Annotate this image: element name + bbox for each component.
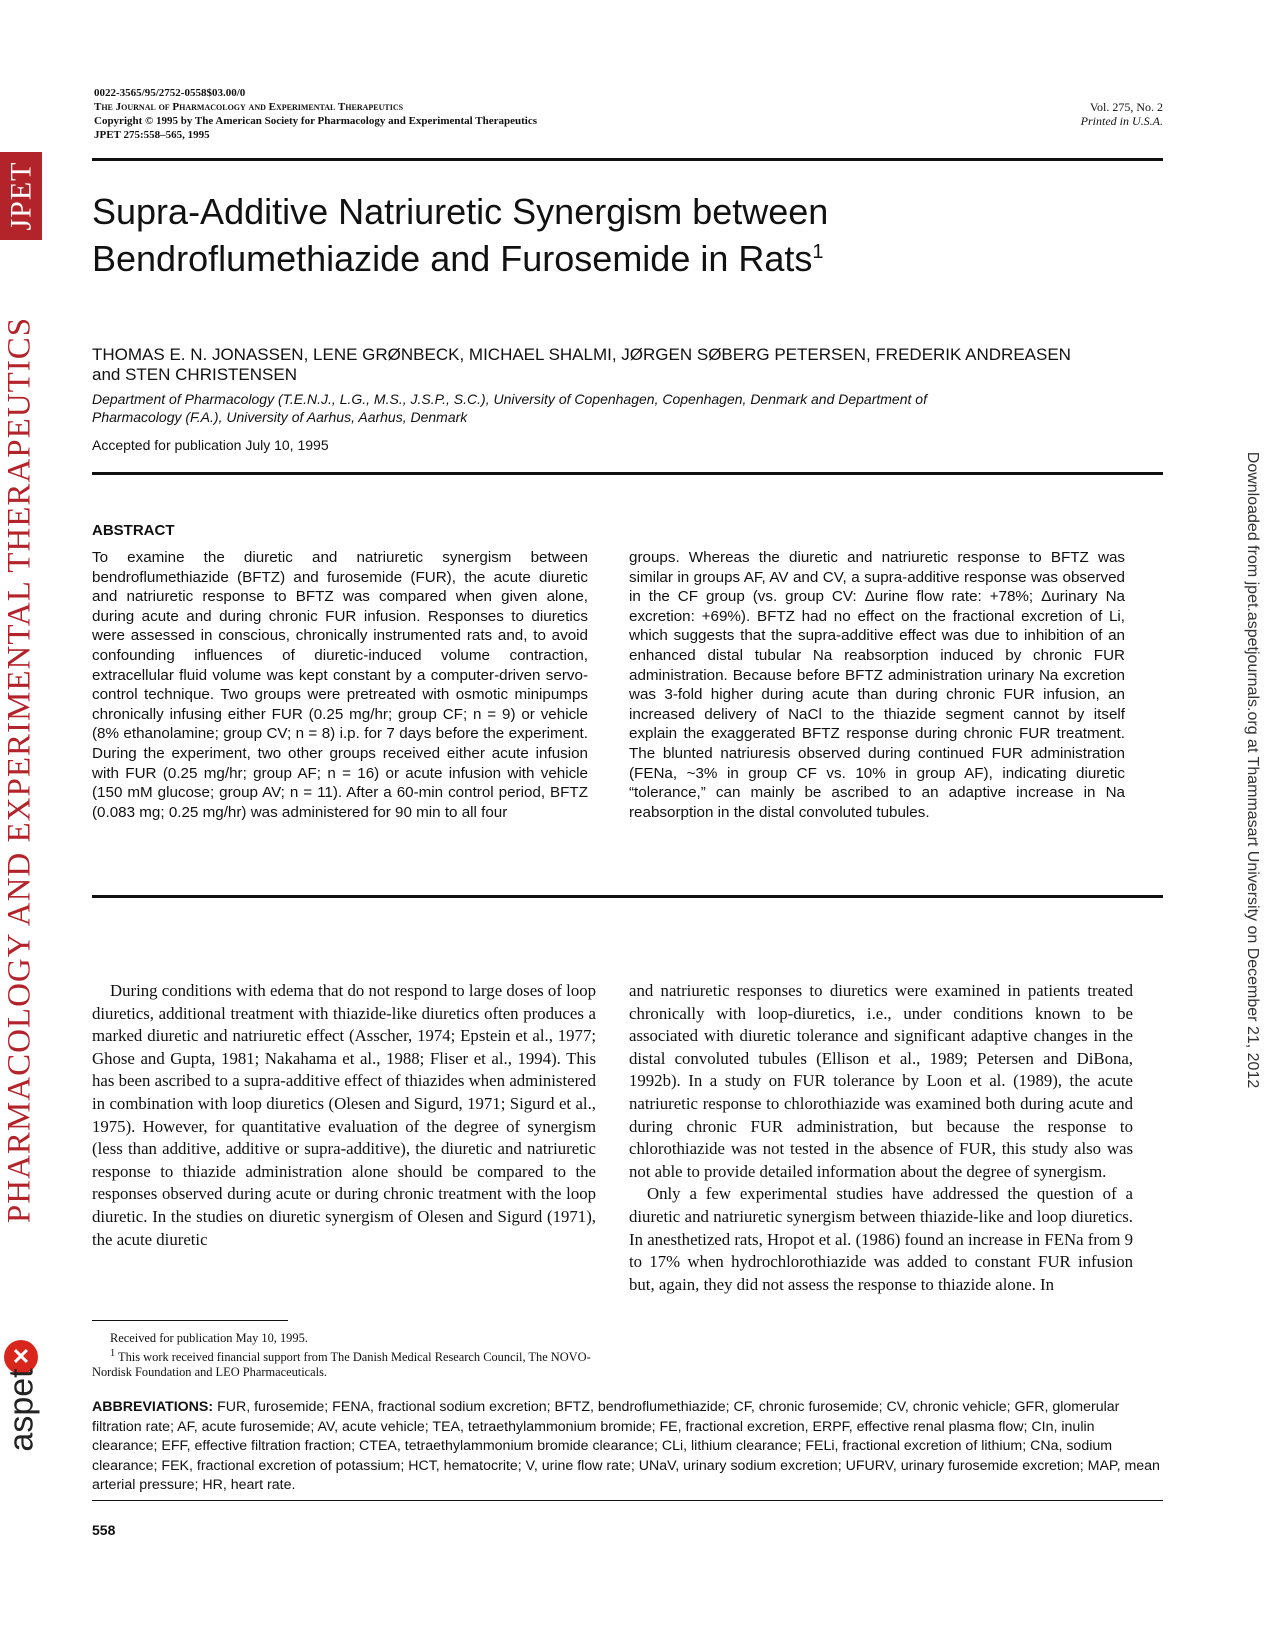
affiliation: Department of Pharmacology (T.E.N.J., L.G., M.S., J.S.P., S.C.), University of Copenhagen, Copenhagen, Denmark and Department of Pharmacology (F.A.), University of Aarhus, Aarhus, Denmark [92, 391, 927, 425]
page-title [92, 192, 1092, 279]
journal-header [94, 86, 537, 142]
abbreviations-text: FUR, furosemide; FENA, fractional sodium excretion; BFTZ, bendroflumethiazide; CF, chronic furosemide; CV, chronic vehicle; GFR, glomerular filtration rate; AF, acute furosemide; AV, acute vehicle; TEA, tetraethylammonium bromide; FE, fractional excretion, ERPF, effective renal plasma flow; CIn, inulin clearance; EFF, effective filtration fraction; CTEA, tetraethylammonium bromide clearance; CLi, lithium clearance; FELi, fractional excretion of lithium; CNa, sodium clearance; FEK, fractional excretion of potassium; HCT, hematocrite; V, urine flow rate; UNaV, urinary sodium excretion; UFURV, urinary furosemide excretion; MAP, mean arterial pressure; HR, heart rate. [92, 1399, 1160, 1494]
abbreviations-label: ABBREVIATIONS: [92, 1399, 214, 1415]
aspet-logo-icon: ✕ [4, 1340, 38, 1374]
volume-number: Vol. 275, No. 2 [1089, 100, 1163, 114]
abbreviations-rule [92, 1500, 1163, 1501]
page-number: 558 [92, 1522, 116, 1538]
download-note: Downloaded from jpet.aspetjournals.org at Thammasart University on December 21, 2012 [1244, 451, 1261, 1089]
header-copyright: Copyright © 1995 by The American Society for Pharmacology and Experimental Therapeutics [94, 115, 538, 127]
abstract-right-column: groups. Whereas the diuretic and natriuretic response to BFTZ was similar in groups AF, AV and CV, a supra-additive response was observed in the CF group (vs. group CV: Δurine flow rate: +78%; Δurinary Na excretion: +69%). BFTZ had no effect on the fractional excretion of Li, which suggests that the supra-additive effect was due to inhibition of an enhanced distal tubular Na reabsorption induced by chronic FUR administration. Because before BFTZ administration urinary Na excretion was 3-fold higher during acute than during chronic FUR infusion, an increased delivery of NaCl to the thiazide segment cannot by itself explain the exaggerated BFTZ response during chronic FUR treatment. The blunted natriuresis observed during continued FUR administration (FENa, ~3% in group CF vs. 10% in group AF), indicating diuretic “tolerance,” can mainly be ascribed to an adaptive increase in Na reabsorption in the distal convoluted tubules. [629, 549, 1125, 821]
abstract-top-rule [92, 472, 1163, 475]
funding-text: This work received financial support from The Danish Medical Research Council, The NOVO-Nordisk Foundation and LEO Pharmaceuticals. [92, 1350, 591, 1380]
jpet-badge-label: JPET [4, 161, 38, 231]
accepted-date: Accepted for publication July 10, 1995 [92, 437, 329, 453]
printed-location: Printed in U.S.A. [1080, 114, 1163, 128]
body-right-column [629, 980, 1133, 1296]
header-citation: JPET 275:558–565, 1995 [94, 129, 210, 141]
abstract-heading: ABSTRACT [92, 522, 175, 539]
received-date: Received for publication May 10, 1995. [110, 1331, 308, 1345]
body-paragraph: During conditions with edema that do not respond to large doses of loop diuretics, additional treatment with thiazide-like diuretics often produces a marked diuretic and natriuretic effect (Asscher, 1974; Epstein et al., 1977; Ghose and Gupta, 1981; Nakahama et al., 1988; Fliser et al., 1994). This has been ascribed to a supra-additive effect of thiazides when administered in combination with loop diuretics (Olesen and Sigurd, 1971; Sigurd et al., 1975). However, for quantitative evaluation of the degree of synergism (less than additive, additive or supra-additive), the diuretic and natriuretic response to thiazide administration alone should be compared to the responses observed during acute or during chronic treatment with the loop diuretic. In the studies on diuretic synergism of Olesen and Sigurd (1971), the acute diuretic [92, 981, 596, 1249]
abstract-bottom-rule [92, 895, 1163, 898]
body-left-column [92, 980, 596, 1251]
abbreviations [92, 1398, 1163, 1496]
title-footnote-mark: 1 [812, 241, 824, 263]
footnotes [92, 1331, 602, 1380]
volume-info [1081, 100, 1163, 128]
title-text: Supra-Additive Natriuretic Synergism between Bendroflumethiazide and Furosemide in Rats [92, 191, 829, 279]
header-rule [92, 158, 1163, 161]
abstract-left-column: To examine the diuretic and natriuretic synergism between bendroflumethiazide (BFTZ) and furosemide (FUR), the acute diuretic and natriuretic response to BFTZ was compared when given alone, during acute and during chronic FUR infusion. Responses to diuretics were assessed in conscious, chronically instrumented rats and, to avoid confounding influences of diuretic-induced volume contraction, extracellular fluid volume was kept constant by a computer-driven servo-control technique. Two groups were pretreated with osmotic minipumps chronically infusing either FUR (0.25 mg/hr; group CF; n = 9) or vehicle (8% ethanolamine; group CV; n = 8) i.p. for 7 days before the experiment. During the experiment, two other groups received either acute infusion with FUR (0.25 mg/hr; group AF; n = 16) or acute infusion with vehicle (150 mM glucose; group AV; n = 11). After a 60-min control period, BFTZ (0.083 mg; 0.25 mg/hr) was administered for 90 min to all four [92, 549, 588, 821]
header-journal: The Journal of Pharmacology and Experimental Therapeutics [94, 101, 404, 113]
author-list: THOMAS E. N. JONASSEN, LENE GRØNBECK, MICHAEL SHALMI, JØRGEN SØBERG PETERSEN, FREDERIK ANDREASEN and STEN CHRISTENSEN [92, 345, 1071, 384]
body-paragraph: Only a few experimental studies have addressed the question of a diuretic and natriuretic synergism between thiazide-like and loop diuretics. In anesthetized rats, Hropot et al. (1986) found an increase in FENa from 9 to 17% when hydrochlorothiazide was added to constant FUR infusion but, again, they did not assess the response to thiazide alone. In [629, 1184, 1133, 1294]
journal-side-band [0, 0, 60, 1651]
header-code: 0022-3565/95/2752-0558$03.00/0 [94, 87, 246, 99]
funding-note [92, 1346, 602, 1380]
aspet-logo: aspet [2, 1368, 41, 1452]
journal-side-title: PHARMACOLOGY AND EXPERIMENTAL THERAPEUTICS [1, 316, 38, 1224]
body-paragraph: and natriuretic responses to diuretics were examined in patients treated chronically with loop-diuretics, i.e., under conditions known to be associated with diuretic tolerance and significant adaptive changes in the distal convoluted tubules (Ellison et al., 1989; Petersen and DiBona, 1992b). In a study on FUR tolerance by Loon et al. (1989), the acute natriuretic response to chlorothiazide was examined both during acute and during chronic FUR administration, but because the response to chlorothiazide was not tested in the absence of FUR, this study also was not able to provide detailed information about the degree of synergism. [629, 981, 1133, 1181]
jpet-badge [0, 152, 42, 240]
footnote-rule [92, 1320, 288, 1321]
funding-mark: 1 [110, 1348, 116, 1359]
